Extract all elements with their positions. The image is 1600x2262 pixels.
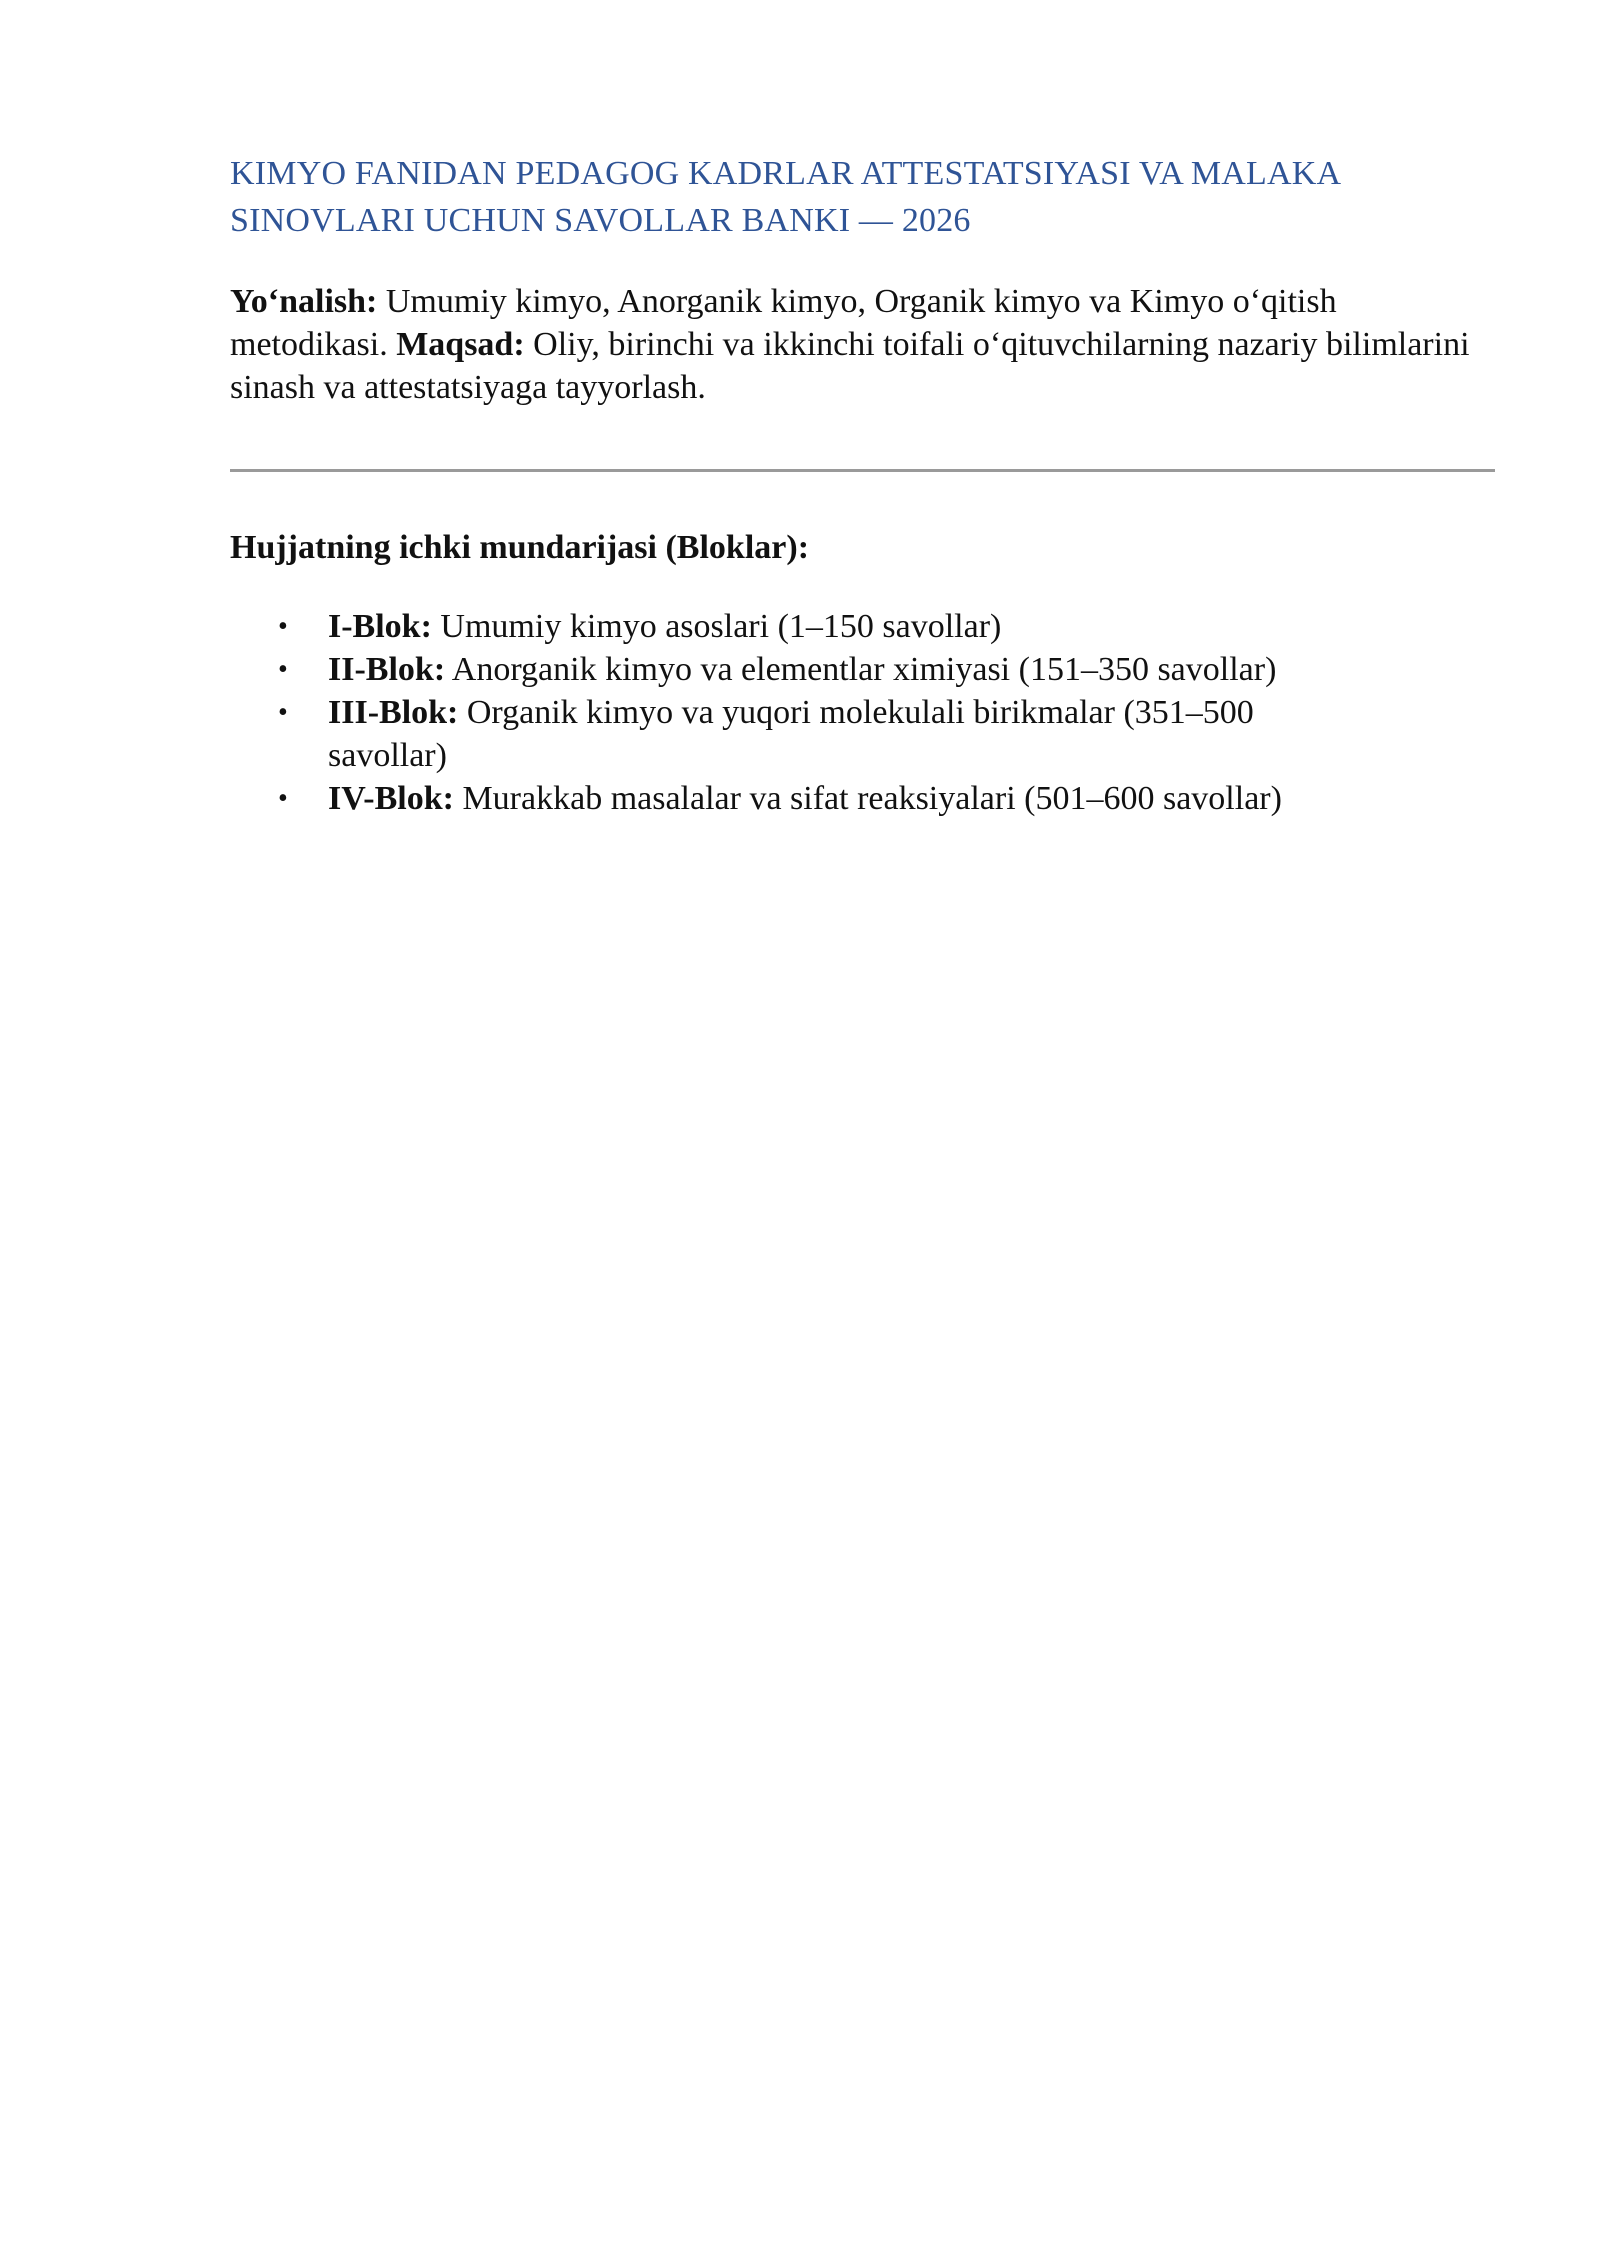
toc-item-block-2 xyxy=(278,648,1328,691)
toc-item-label: II-Blok: xyxy=(328,651,446,688)
toc-list xyxy=(230,605,1328,820)
bullet-icon: • xyxy=(278,611,288,642)
intro-paragraph xyxy=(230,280,1495,409)
goal-label: Maqsad: xyxy=(396,326,525,363)
toc-item-block-3 xyxy=(278,691,1328,777)
document-title: KIMYO FANIDAN PEDAGOG KADRLAR ATTESTATSIYASI VA MALAKA SINOVLARI UCHUN SAVOLLAR BANKI — 2026 xyxy=(230,155,1340,239)
toc-item-label: IV-Blok: xyxy=(328,780,454,817)
toc-item-text: Murakkab masalalar va sifat reaksiyalari (501–600 savollar) xyxy=(453,780,1282,817)
direction-text: Umumiy kimyo, Anorganik kimyo, Organik kimyo va Kimyo o‘qitish metodikasi. xyxy=(230,283,1337,363)
horizontal-divider xyxy=(230,469,1495,472)
bullet-icon: • xyxy=(278,697,288,728)
direction-label: Yo‘nalish: xyxy=(230,283,378,320)
toc-item-block-4 xyxy=(278,777,1328,820)
toc-item-text: Organik kimyo va yuqori molekulali birikmalar (351–500 savollar) xyxy=(328,694,1254,774)
bullet-icon: • xyxy=(278,654,288,685)
toc-item-text: Umumiy kimyo asoslari (1–150 savollar) xyxy=(431,608,1002,645)
goal-text: Oliy, birinchi va ikkinchi toifali o‘qituvchilarning nazariy bilimlarini sinash va attestatsiyaga tayyorlash. xyxy=(230,326,1470,406)
toc-item-label: I-Blok: xyxy=(328,608,432,645)
toc-item-text: Anorganik kimyo va elementlar ximiyasi (151–350 savollar) xyxy=(445,651,1277,688)
toc-heading: Hujjatning ichki mundarijasi (Bloklar): xyxy=(230,529,810,566)
toc-item-label: III-Blok: xyxy=(328,694,459,731)
bullet-icon: • xyxy=(278,783,288,814)
toc-item-block-1 xyxy=(278,605,1328,648)
